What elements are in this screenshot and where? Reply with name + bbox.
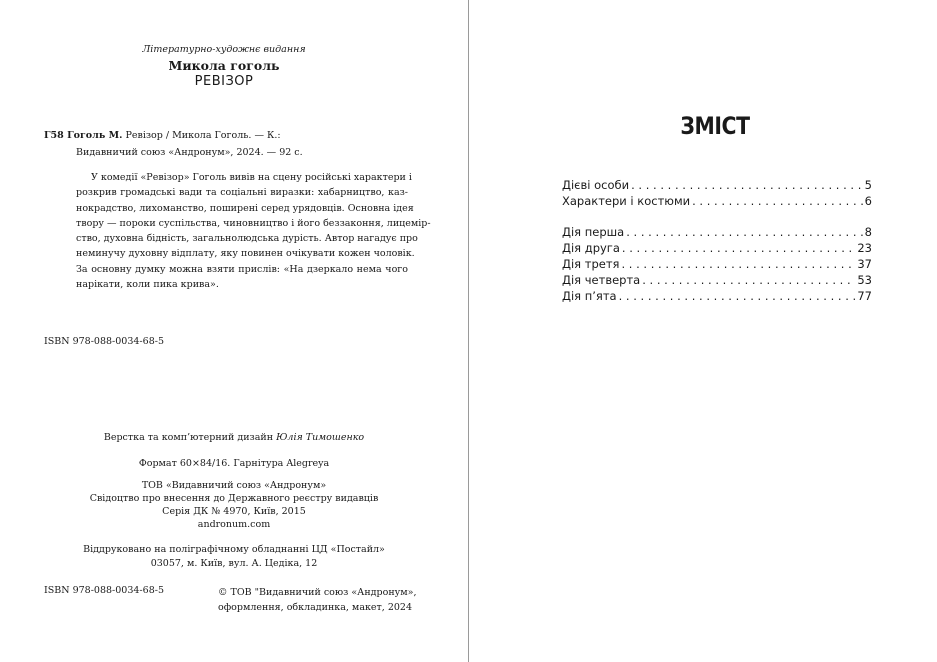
printer-address: 03057, м. Київ, вул. А. Цедіка, 12: [150, 558, 318, 569]
biblio-code: Г58 Гоголь М.: [44, 130, 123, 141]
annotation-line: ство, духовна бідність, загальнолюдська дурість. Автор нагадує про: [76, 233, 418, 245]
toc-item[interactable]: [562, 225, 872, 239]
annotation: [76, 170, 431, 292]
toc-item[interactable]: [562, 194, 872, 208]
book-title: РЕВІЗОР: [194, 74, 254, 89]
annotation-line: розкрив громадські вади та соціальні виразки: хабарництво, каз-: [76, 187, 408, 199]
contents-page: [470, 0, 937, 662]
toc-leader-dots: [626, 225, 862, 239]
biblio-line1-rest: Ревізор / Микола Гоголь. — К.:: [125, 130, 281, 141]
toc-item-page: 8: [864, 225, 872, 239]
copyright-line: оформлення, обкладинка, макет, 2024: [218, 602, 413, 613]
toc-leader-dots: [619, 289, 856, 303]
bibliographic-record-line1: [44, 130, 281, 141]
publisher-line: Свідоцтво про внесення до Державного реєстру видавців: [89, 493, 379, 504]
toc-item-page: 77: [857, 289, 872, 303]
copyright-line: © ТОВ "Видавничий союз «Андронум»,: [218, 587, 417, 598]
imprint-page: [0, 0, 468, 662]
isbn-top: ISBN 978-088-0034-68-5: [44, 336, 164, 347]
toc-item-label: Дія друга: [562, 241, 620, 255]
annotation-line: У комедії «Ревізор» Гоголь вивів на сцену російські характери і: [91, 172, 412, 183]
toc-item[interactable]: [562, 241, 872, 255]
toc-item-label: Дієві особи: [562, 178, 630, 192]
toc-item[interactable]: [562, 257, 872, 271]
toc-leader-dots: [631, 178, 863, 192]
annotation-line: нарікати, коли пика крива».: [76, 279, 219, 291]
publisher-line: ТОВ «Видавничий союз «Андронум»: [141, 480, 327, 491]
toc-title: ЗМІСТ: [680, 112, 750, 140]
toc-item-label: Дія перша: [562, 225, 625, 239]
toc-item-page: 23: [857, 241, 872, 255]
annotation-line: За основну думку можна взяти прислів: «На дзеркало нема чого: [76, 263, 408, 275]
annotation-line: неминучу духовну відплату, яку повинен очікувати кожен чоловік.: [76, 248, 415, 260]
layout-credit-label: Верстка та комп’ютерний дизайн: [103, 432, 274, 443]
toc-leader-dots: [622, 241, 855, 255]
annotation-line: твору — пороки суспільства, чиновництво і його беззаконня, лицемір-: [76, 217, 431, 229]
toc-item-page: 53: [857, 273, 872, 287]
toc-leader-dots: [642, 273, 855, 287]
toc-item[interactable]: [562, 289, 872, 303]
page-spine-divider: [468, 0, 469, 662]
toc-item-page: 5: [864, 178, 872, 192]
toc-item-label: Дія п’ята: [562, 289, 617, 303]
annotation-line: нокрадство, лихоманство, поширені серед урядовців. Основна ідея: [76, 202, 414, 214]
publisher-website: andronum.com: [197, 519, 271, 530]
author-name: Микола гоголь: [168, 58, 280, 73]
toc-item-label: Дія третя: [562, 257, 620, 271]
toc-item-page: 6: [864, 194, 872, 208]
bibliographic-record-line2: Видавничий союз «Андронум», 2024. — 92 с.: [76, 147, 303, 158]
toc-leader-dots: [621, 257, 855, 271]
toc-leader-dots: [692, 194, 863, 208]
printer-line: Віддруковано на поліграфічному обладнанні ЦД «Постайл»: [83, 544, 385, 555]
toc-item-label: Характери і костюми: [562, 194, 691, 208]
publisher-line: Серія ДК № 4970, Київ, 2015: [162, 506, 306, 517]
format-line: Формат 60×84/16. Гарнітура Alegreya: [138, 458, 330, 469]
layout-credit-name: Юлія Тимошенко: [276, 432, 365, 443]
series-subtitle: Літературно-художнє видання: [142, 44, 306, 55]
copyright: [218, 585, 416, 615]
toc-item[interactable]: [562, 178, 872, 192]
toc-item-page: 37: [857, 257, 872, 271]
toc-item-label: Дія четверта: [562, 273, 641, 287]
toc-item[interactable]: [562, 273, 872, 287]
isbn-bottom: ISBN 978-088-0034-68-5: [44, 585, 164, 596]
layout-credit: [0, 432, 468, 443]
